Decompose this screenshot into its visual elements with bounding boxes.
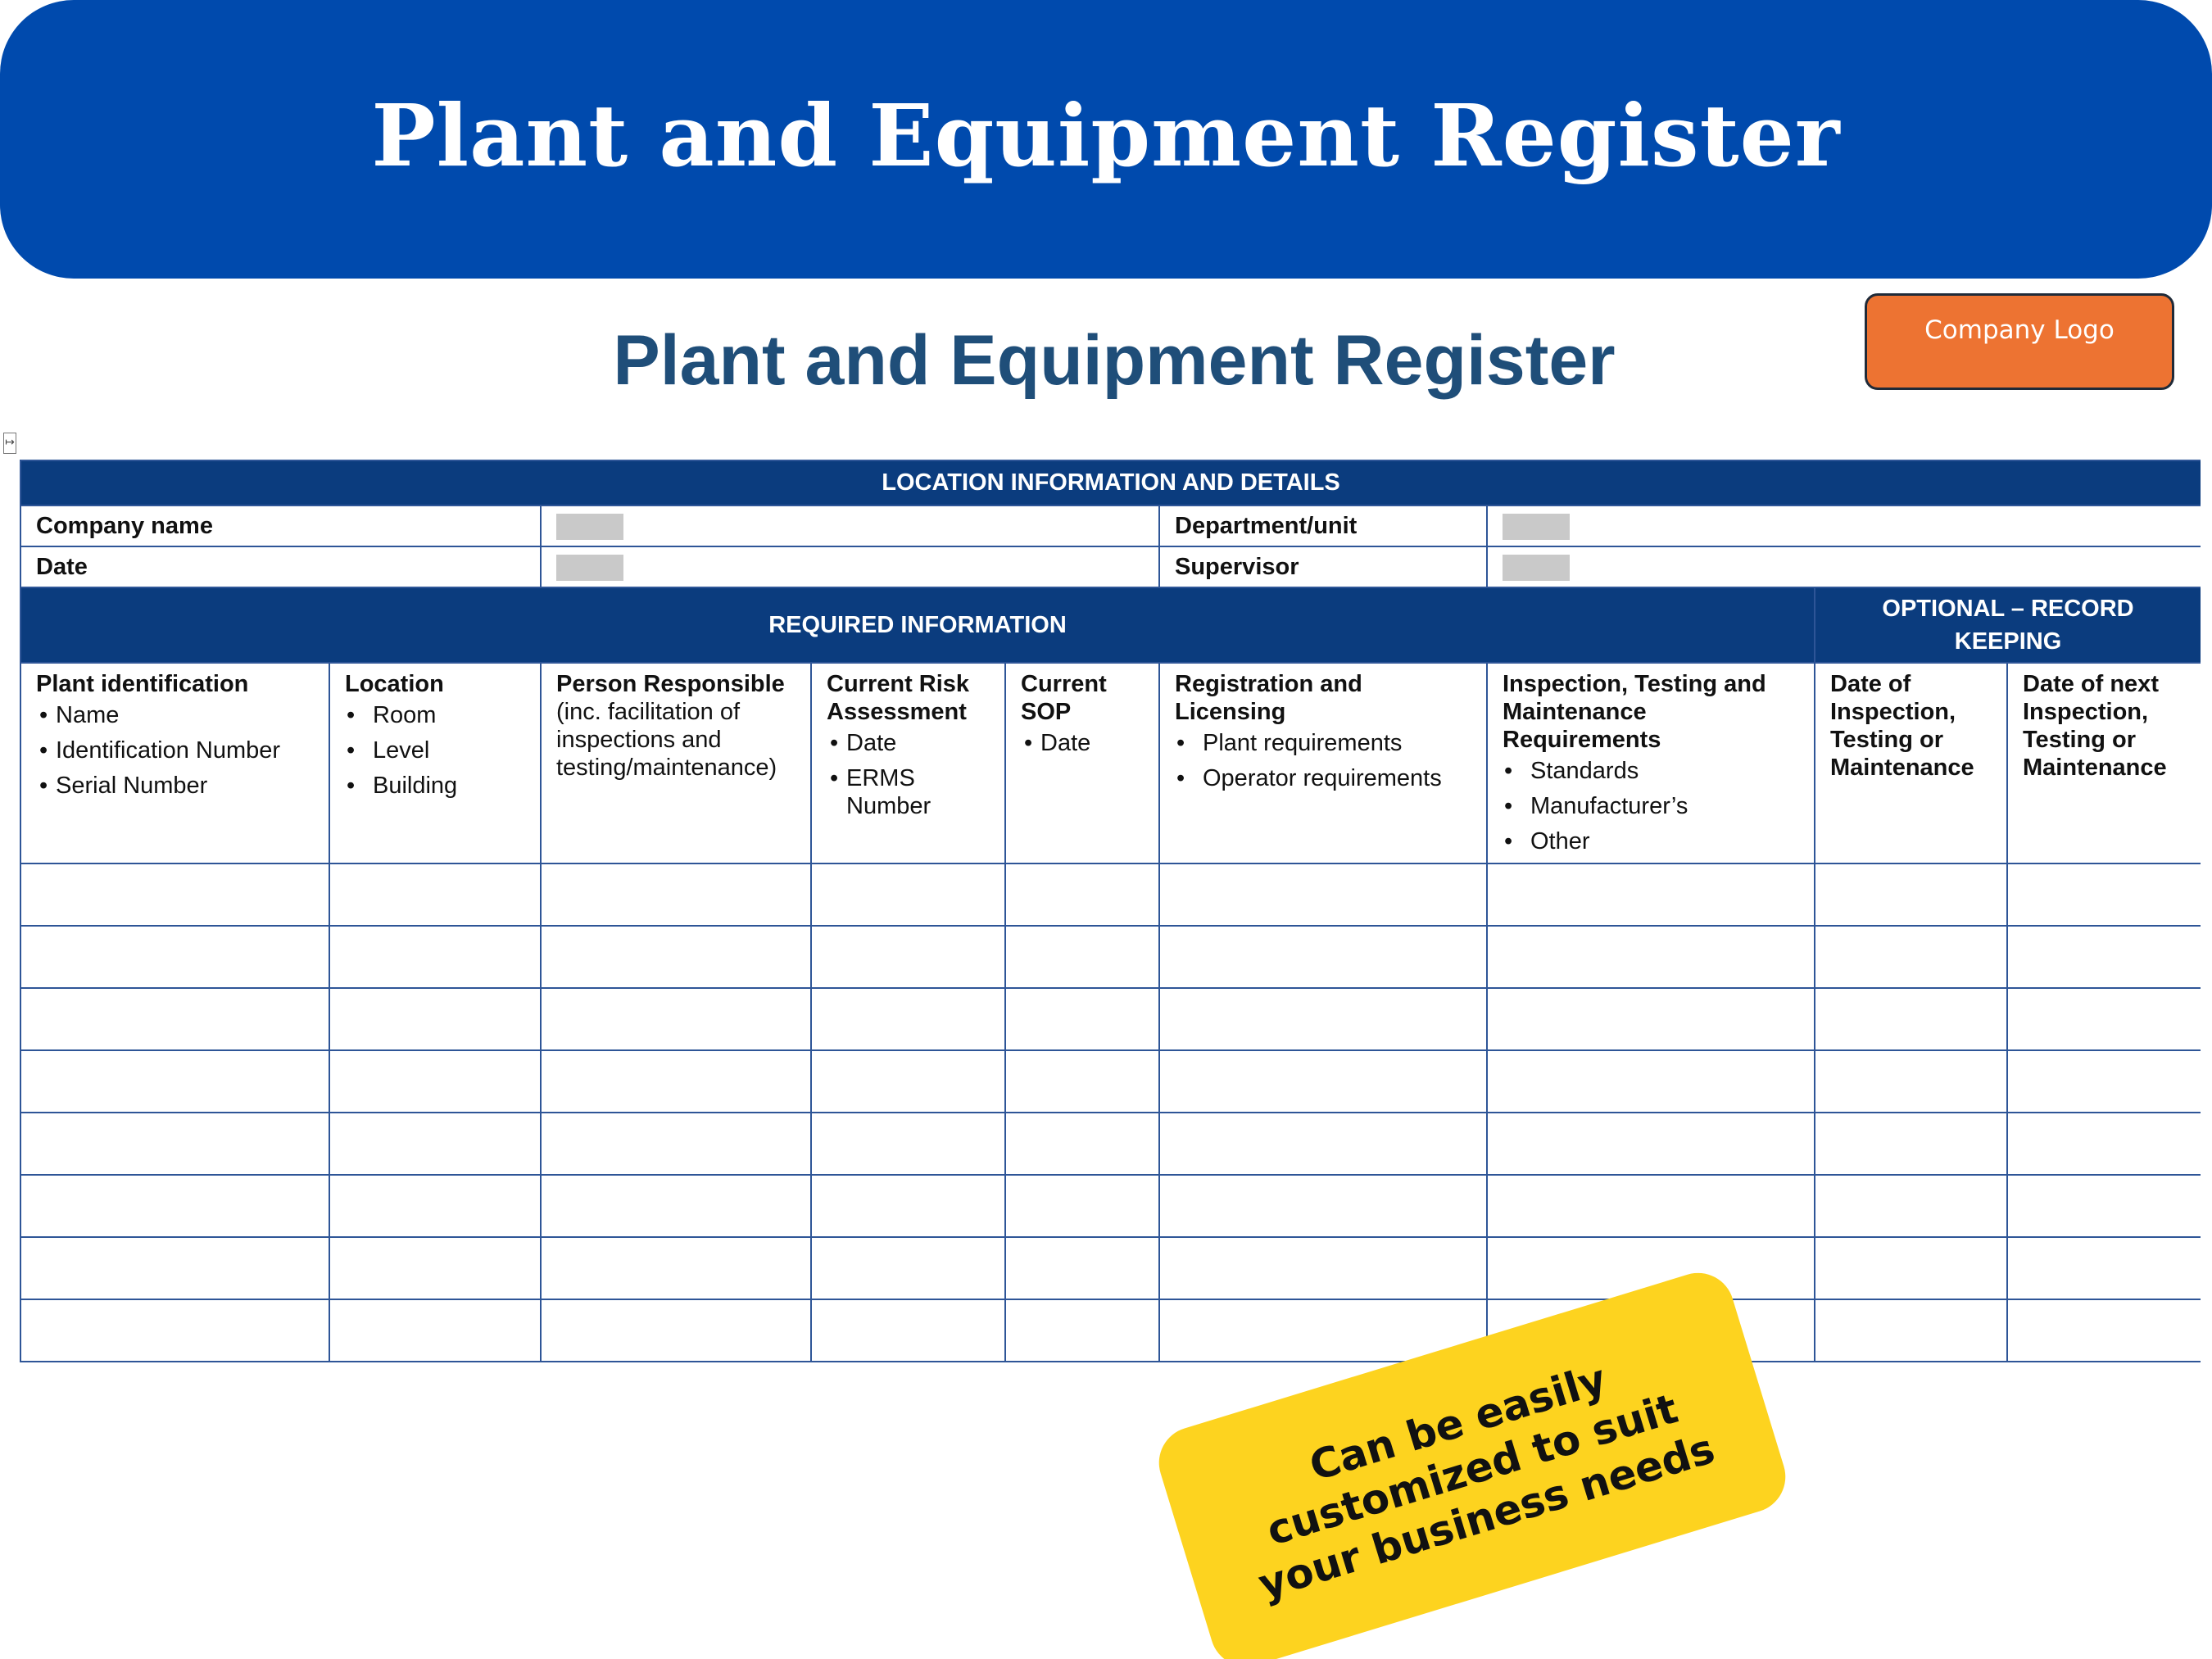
table-cell[interactable] xyxy=(541,863,811,926)
table-row xyxy=(20,1299,2201,1362)
table-cell[interactable] xyxy=(811,988,1005,1050)
table-cell[interactable] xyxy=(1005,1237,1159,1299)
column-bullet-list xyxy=(1175,729,1473,792)
column-bullet-list xyxy=(1503,757,1801,855)
column-header xyxy=(2007,663,2201,863)
column-header-row xyxy=(20,663,2201,863)
company-name-field[interactable] xyxy=(541,505,1159,546)
column-header xyxy=(1815,663,2007,863)
table-cell[interactable] xyxy=(541,1175,811,1237)
table-cell[interactable] xyxy=(20,1113,329,1175)
column-bullet-list xyxy=(827,729,991,820)
column-title: Person Responsible xyxy=(556,671,785,697)
table-cell[interactable] xyxy=(1159,988,1487,1050)
company-name-label: Company name xyxy=(20,505,541,546)
column-title: Plant identification xyxy=(36,671,249,697)
table-row xyxy=(20,926,2201,988)
table-cell[interactable] xyxy=(1815,1237,2007,1299)
table-cell[interactable] xyxy=(541,1050,811,1113)
column-header xyxy=(1159,663,1487,863)
table-cell[interactable] xyxy=(1159,1113,1487,1175)
column-bullet-item: • Level xyxy=(345,737,527,764)
column-header xyxy=(20,663,329,863)
table-row xyxy=(20,1237,2201,1299)
column-title: Registration and Licensing xyxy=(1175,671,1362,725)
table-cell[interactable] xyxy=(329,1299,541,1362)
table-cell[interactable] xyxy=(1005,1175,1159,1237)
table-cell[interactable] xyxy=(2007,1299,2201,1362)
column-title: Inspection, Testing and Maintenance Requirements xyxy=(1503,671,1766,753)
table-cell[interactable] xyxy=(1005,1113,1159,1175)
table-cell[interactable] xyxy=(1005,863,1159,926)
table-cell[interactable] xyxy=(329,926,541,988)
column-header xyxy=(811,663,1005,863)
column-bullet-list xyxy=(36,701,315,800)
table-cell[interactable] xyxy=(541,926,811,988)
table-cell[interactable] xyxy=(329,1113,541,1175)
table-cell[interactable] xyxy=(1815,926,2007,988)
column-bullet-item: • Plant requirements xyxy=(1175,729,1473,757)
table-cell[interactable] xyxy=(1815,1299,2007,1362)
column-header xyxy=(541,663,811,863)
table-cell[interactable] xyxy=(2007,926,2201,988)
table-cell[interactable] xyxy=(541,1113,811,1175)
table-cell[interactable] xyxy=(811,1113,1005,1175)
table-cell[interactable] xyxy=(1159,1237,1487,1299)
date-field[interactable] xyxy=(541,546,1159,587)
table-cell[interactable] xyxy=(329,1050,541,1113)
table-cell[interactable] xyxy=(1487,1175,1815,1237)
callout-text: Can be easily customized to suit your business needs xyxy=(1253,1355,1720,1609)
column-bullet-item: • Other xyxy=(1503,827,1801,855)
table-cell[interactable] xyxy=(811,1050,1005,1113)
column-bullet-item: • Date xyxy=(827,729,991,757)
department-unit-value xyxy=(1503,514,1570,540)
table-cell[interactable] xyxy=(811,863,1005,926)
location-section-header: LOCATION INFORMATION AND DETAILS xyxy=(20,460,2201,505)
table-cell[interactable] xyxy=(2007,1237,2201,1299)
top-banner xyxy=(0,0,2212,279)
column-bullet-item: • Room xyxy=(345,701,527,729)
column-title: Date of Inspection, Testing or Maintenance xyxy=(1830,671,1974,781)
column-bullet-item: • Building xyxy=(345,772,527,800)
table-cell[interactable] xyxy=(20,926,329,988)
date-label: Date xyxy=(20,546,541,587)
column-bullet-item: • Standards xyxy=(1503,757,1801,785)
table-cell[interactable] xyxy=(329,1237,541,1299)
table-cell[interactable] xyxy=(329,988,541,1050)
column-bullet-list xyxy=(1021,729,1145,757)
table-cell[interactable] xyxy=(1005,1299,1159,1362)
column-header xyxy=(329,663,541,863)
company-name-value xyxy=(556,514,623,540)
column-bullet-item: • Identification Number xyxy=(36,737,315,764)
table-cell[interactable] xyxy=(2007,988,2201,1050)
table-cell[interactable] xyxy=(2007,1050,2201,1113)
table-cell[interactable] xyxy=(811,1299,1005,1362)
column-bullet-item: • Name xyxy=(36,701,315,729)
column-header xyxy=(1005,663,1159,863)
table-cell[interactable] xyxy=(1005,926,1159,988)
table-cell[interactable] xyxy=(1005,988,1159,1050)
table-cell[interactable] xyxy=(811,1175,1005,1237)
column-note: (inc. facilitation of inspections and testing/maintenance) xyxy=(556,699,777,781)
table-cell[interactable] xyxy=(1815,1113,2007,1175)
column-header xyxy=(1487,663,1815,863)
table-cell[interactable] xyxy=(1005,1050,1159,1113)
table-cell[interactable] xyxy=(329,1175,541,1237)
table-cell[interactable] xyxy=(20,988,329,1050)
table-cell[interactable] xyxy=(1159,926,1487,988)
column-title: Location xyxy=(345,671,444,697)
table-cell[interactable] xyxy=(1487,926,1815,988)
supervisor-value xyxy=(1503,555,1570,581)
table-cell[interactable] xyxy=(1159,1050,1487,1113)
table-cell[interactable] xyxy=(1815,1175,2007,1237)
column-bullet-item: • Manufacturer’s xyxy=(1503,792,1801,820)
optional-record-keeping-header: OPTIONAL – RECORD KEEPING xyxy=(1815,587,2201,663)
supervisor-field[interactable] xyxy=(1487,546,2201,587)
company-logo-placeholder: Company Logo xyxy=(1865,293,2174,390)
column-title: Current SOP xyxy=(1021,671,1107,725)
table-row xyxy=(20,988,2201,1050)
date-value xyxy=(556,555,623,581)
table-cell[interactable] xyxy=(541,1237,811,1299)
table-cell[interactable] xyxy=(1159,863,1487,926)
column-bullet-item: • Serial Number xyxy=(36,772,315,800)
table-cell[interactable] xyxy=(541,988,811,1050)
table-cell[interactable] xyxy=(811,926,1005,988)
table-cell[interactable] xyxy=(811,1237,1005,1299)
column-title: Date of next Inspection, Testing or Maintenance xyxy=(2023,671,2167,781)
table-cell[interactable] xyxy=(1159,1175,1487,1237)
table-cell[interactable] xyxy=(2007,1113,2201,1175)
column-bullet-item: • Date xyxy=(1021,729,1145,757)
table-cell[interactable] xyxy=(20,1299,329,1362)
department-unit-field[interactable] xyxy=(1487,505,2201,546)
table-row xyxy=(20,1050,2201,1113)
register-sheet xyxy=(20,460,2201,1366)
table-cell[interactable] xyxy=(1487,1050,1815,1113)
table-row xyxy=(20,863,2201,926)
table-cell[interactable] xyxy=(20,1237,329,1299)
table-cell[interactable] xyxy=(1815,988,2007,1050)
column-title: Current Risk Assessment xyxy=(827,671,970,725)
register-table xyxy=(20,460,2201,1362)
table-cell[interactable] xyxy=(1487,1113,1815,1175)
document-title: Plant and Equipment Register xyxy=(613,321,1616,400)
table-row xyxy=(20,1113,2201,1175)
department-unit-label: Department/unit xyxy=(1159,505,1487,546)
table-cell[interactable] xyxy=(2007,1175,2201,1237)
table-cell[interactable] xyxy=(20,1175,329,1237)
table-move-handle-icon[interactable]: ↦ xyxy=(3,433,16,454)
banner-title: Plant and Equipment Register xyxy=(371,84,1841,186)
table-cell[interactable] xyxy=(2007,863,2201,926)
table-cell[interactable] xyxy=(1815,1050,2007,1113)
table-cell[interactable] xyxy=(20,863,329,926)
supervisor-label: Supervisor xyxy=(1159,546,1487,587)
blank-rows xyxy=(20,863,2201,1362)
required-information-header: REQUIRED INFORMATION xyxy=(20,587,1815,663)
table-cell[interactable] xyxy=(20,1050,329,1113)
table-cell[interactable] xyxy=(1487,988,1815,1050)
table-cell[interactable] xyxy=(329,863,541,926)
column-bullet-item: • ERMS Number xyxy=(827,764,991,820)
table-cell[interactable] xyxy=(1815,863,2007,926)
column-bullet-list xyxy=(345,701,527,800)
table-cell[interactable] xyxy=(1487,863,1815,926)
table-row xyxy=(20,1175,2201,1237)
column-bullet-item: • Operator requirements xyxy=(1175,764,1473,792)
table-cell[interactable] xyxy=(541,1299,811,1362)
